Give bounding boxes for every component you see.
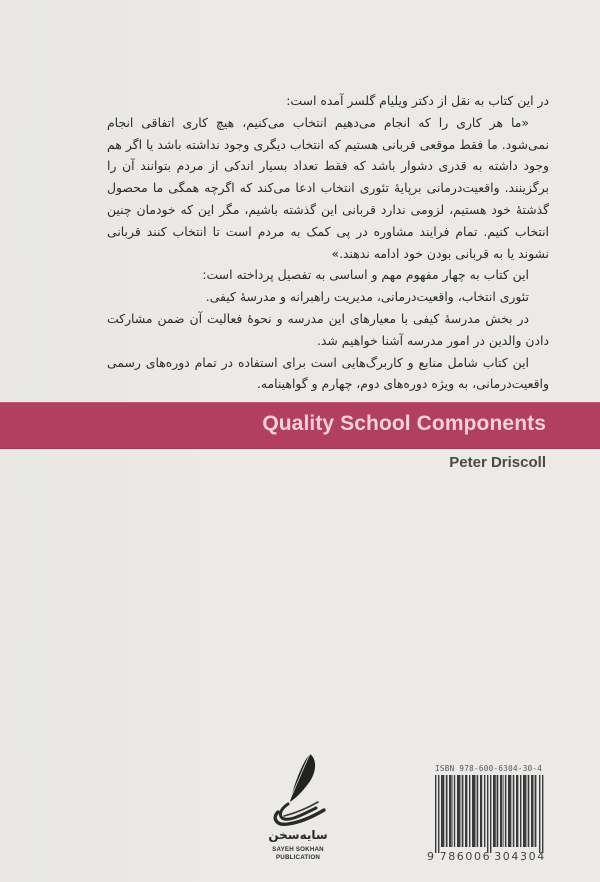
author-name: Peter Driscoll <box>449 454 546 471</box>
quality-school-paragraph: در بخش مدرسهٔ کیفی با معیارهای این مدرسه و نحوهٔ فعالیت آن ضمن مشارکت دادن والدین در امور مدرسه آشنا خواهیم شد. <box>107 310 549 348</box>
publisher-name-persian: سایه‌سخن <box>268 828 328 842</box>
glasser-quote: «ما هر کاری را که انجام می‌دهیم انتخاب می‌کنیم، هیچ کاری اتفاقی انجام نمی‌شود. ما فقط موقعی قربانی هستیم که انتخاب دیگری وجود نداشته باشد یا اگر هم وجود داشته به قدری دشوار باشد که فقط تعداد بسیار اندکی از مردم بتوانند آن را برگزینند. واقعیت‌درمانی برپایهٔ تئوری انتخاب ادعا می‌کند که اگرچه همگی ما محصول گذشتهٔ خود هستیم، لزومی ندارد قربانی این گذشته باشیم، مگر این که خودمان چنین انتخاب کنیم. تمام فرایند مشاوره در پی کمک به مردم است تا انتخاب کنند قربانی نشوند یا به قربانی بودن خود ادامه ندهند.» <box>107 114 549 261</box>
isbn-label: ISBN 978-600-6304-30-4 <box>435 764 543 773</box>
concepts-list: تئوری انتخاب، واقعیت‌درمانی، مدیریت راهبرانه و مدرسهٔ کیفی. <box>205 289 529 305</box>
barcode-icon <box>435 775 545 853</box>
concepts-intro: این کتاب به چهار مفهوم مهم و اساسی به تفصیل پرداخته است: <box>202 267 529 283</box>
publisher-name-english: SAYEH SOKHAN <box>272 846 324 853</box>
publisher-subtitle: PUBLICATION <box>275 854 321 861</box>
publisher-logo <box>258 752 338 864</box>
book-title-english: Quality School Components <box>262 412 546 435</box>
title-band <box>0 402 600 449</box>
barcode-digits: 9 786006 304304 <box>427 850 546 863</box>
feather-quill-icon <box>258 752 338 832</box>
resources-paragraph: این کتاب شامل منابع و کاربرگ‌هایی است برای استفاده در تمام دوره‌های رسمی واقعیت‌درمانی، به ویژه دوره‌های دوم، چهارم و گواهینامه. <box>107 354 549 392</box>
back-cover-description <box>107 90 549 395</box>
isbn-barcode <box>424 762 554 866</box>
intro-line: در این کتاب به نقل از دکتر ویلیام گلسر آمده است: <box>286 93 549 108</box>
